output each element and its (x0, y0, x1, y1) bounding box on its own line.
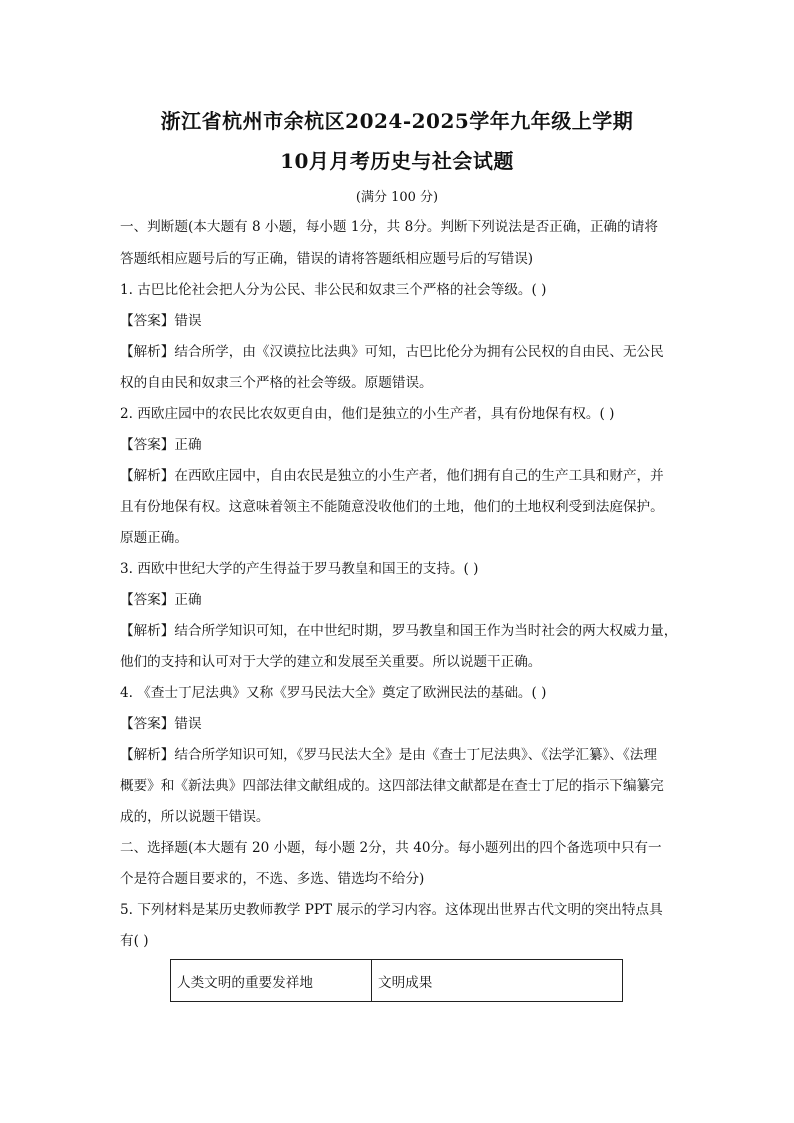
document-title-line1: 浙江省杭州市余杭区2024-2025学年九年级上学期 (160, 109, 634, 133)
question2: 2. 西欧庄园中的农民比农奴更自由，他们是独立的小生产者，具有份地保有权。( ) (120, 406, 615, 422)
analysis4-line2: 概要》和《新法典》四部法律文献组成的。这四部法律文献都是在查士丁尼的指示下编纂完 (120, 778, 664, 794)
analysis4-line3: 成的，所以说题干错误。 (120, 809, 270, 825)
analysis1-line2: 权的自由民和奴隶三个严格的社会等级。原题错误。 (120, 375, 433, 391)
answer2: 【答案】正确 (120, 437, 202, 453)
question5-material-table (170, 959, 623, 1002)
question5-line1: 5. 下列材料是某历史教师教学 PPT 展示的学习内容。这体现出世界古代文明的突出特点具 (120, 902, 663, 918)
question4: 4. 《查士丁尼法典》又称《罗马民法大全》奠定了欧洲民法的基础。( ) (120, 685, 547, 701)
full-score-note: (满分 100 分) (355, 190, 439, 205)
table-cell-civilization-origin: 人类文明的重要发祥地 (171, 960, 372, 1002)
answer3: 【答案】正确 (120, 592, 202, 608)
document-title-line2: 10月月考历史与社会试题 (280, 149, 514, 173)
analysis2-line3: 原题正确。 (120, 530, 188, 546)
analysis1-line1: 【解析】结合所学，由《汉谟拉比法典》可知，古巴比伦分为拥有公民权的自由民、无公民 (120, 344, 664, 360)
question1: 1. 古巴比伦社会把人分为公民、非公民和奴隶三个严格的社会等级。( ) (120, 282, 547, 298)
section1-intro-line1: 一、判断题(本大题有 8 小题，每小题 1分，共 8分。判断下列说法是否正确，正确的请将 (120, 219, 658, 235)
analysis4-line1: 【解析】结合所学知识可知，《罗马民法大全》是由《查士丁尼法典》、《法学汇纂》、《法理 (120, 747, 657, 763)
section2-intro-line1: 二、选择题(本大题有 20 小题，每小题 2分，共 40分。每小题列出的四个备选项中只有一 (120, 840, 662, 856)
table-row (171, 960, 623, 1002)
section2-intro-line2: 个是符合题目要求的，不选、多选、错选均不给分) (120, 871, 425, 887)
analysis2-line1: 【解析】在西欧庄园中，自由农民是独立的小生产者，他们拥有自己的生产工具和财产，并 (120, 468, 664, 484)
question3: 3. 西欧中世纪大学的产生得益于罗马教皇和国王的支持。( ) (120, 561, 479, 577)
analysis3-line1: 【解析】结合所学知识可知，在中世纪时期，罗马教皇和国王作为当时社会的两大权威力量， (120, 623, 678, 639)
answer1: 【答案】错误 (120, 313, 202, 329)
section1-intro-line2: 答题纸相应题号后的写正确，错误的请将答题纸相应题号后的写错误) (120, 251, 534, 267)
answer4: 【答案】错误 (120, 716, 202, 732)
question5-line2: 有( ) (120, 933, 149, 949)
analysis2-line2: 且有份地保有权。这意味着领主不能随意没收他们的土地，他们的土地权利受到法庭保护。 (120, 499, 664, 515)
table-cell-civilization-achievement: 文明成果 (372, 960, 623, 1002)
analysis3-line2: 他们的支持和认可对于大学的建立和发展至关重要。所以说题干正确。 (120, 654, 542, 670)
